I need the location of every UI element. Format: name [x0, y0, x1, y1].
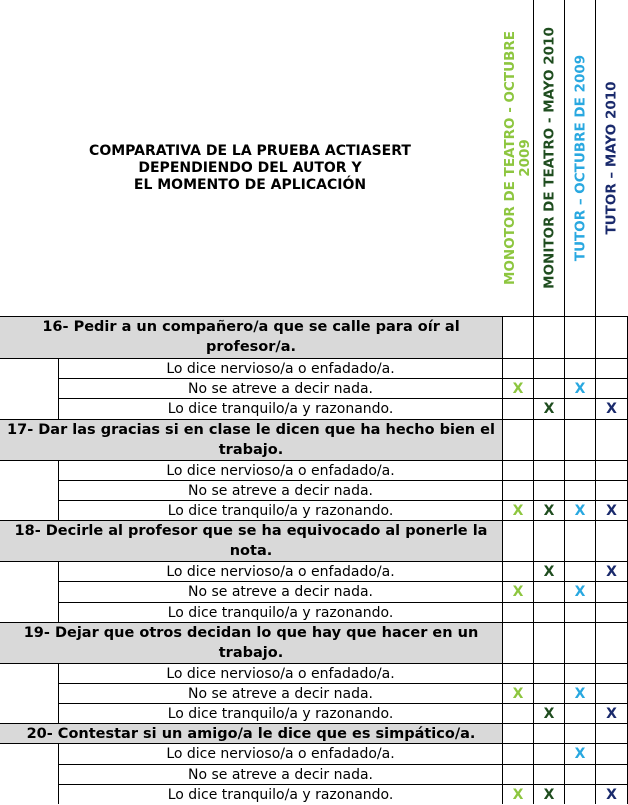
answer-option-text: No se atreve a decir nada.: [58, 378, 502, 398]
empty-mark-cell: [533, 602, 564, 622]
question-header-cell: [595, 520, 627, 561]
empty-mark-cell: [595, 378, 627, 398]
mark-x: X: [595, 784, 627, 804]
empty-mark-cell: [564, 460, 595, 480]
column-header-label: TUTOR – OCTUBRE DE 2009: [572, 54, 588, 262]
empty-mark-cell: [564, 398, 595, 418]
empty-mark-cell: [502, 460, 533, 480]
question-text: [0, 622, 502, 663]
answer-row: [0, 500, 628, 520]
question-header-cell: [595, 723, 627, 743]
empty-mark-cell: [502, 703, 533, 723]
mark-x: X: [533, 561, 564, 581]
answer-row-spacer: [0, 398, 58, 418]
answer-row-spacer: [0, 784, 58, 804]
question-header-cell: [595, 622, 627, 663]
answer-row-spacer: [0, 581, 58, 601]
answer-option-text: Lo dice nervioso/a o enfadado/a.: [58, 460, 502, 480]
question-row: [0, 622, 628, 663]
answer-row-spacer: [0, 500, 58, 520]
empty-mark-cell: [595, 663, 627, 683]
question-header-cell: [533, 419, 564, 460]
mark-x: X: [595, 561, 627, 581]
mark-x: X: [502, 581, 533, 601]
question-header-cell: [564, 723, 595, 743]
empty-mark-cell: [564, 703, 595, 723]
answer-option-text: Lo dice nervioso/a o enfadado/a.: [58, 358, 502, 378]
empty-mark-cell: [502, 663, 533, 683]
mark-x: X: [533, 398, 564, 418]
document-title: [40, 143, 460, 194]
empty-mark-cell: [533, 743, 564, 763]
empty-mark-cell: [502, 764, 533, 784]
empty-mark-cell: [502, 743, 533, 763]
answer-row: [0, 480, 628, 500]
question-text: [0, 723, 502, 743]
answer-option-text: Lo dice tranquilo/a y razonando.: [58, 602, 502, 622]
question-header-cell: [502, 316, 533, 358]
empty-mark-cell: [502, 358, 533, 378]
question-header-cell: [533, 723, 564, 743]
column-header-label: MONOTOR DE TEATRO - OCTUBRE: [501, 31, 518, 285]
empty-mark-cell: [564, 561, 595, 581]
empty-mark-cell: [595, 460, 627, 480]
mark-x: X: [595, 703, 627, 723]
empty-mark-cell: [502, 602, 533, 622]
answer-row: [0, 663, 628, 683]
question-header-cell: [564, 316, 595, 358]
mark-x: X: [564, 743, 595, 763]
mark-x: X: [564, 581, 595, 601]
answer-row-spacer: [0, 460, 58, 480]
answer-option-text: Lo dice tranquilo/a y razonando.: [58, 500, 502, 520]
empty-mark-cell: [502, 398, 533, 418]
mark-x: X: [564, 500, 595, 520]
title-line-1: COMPARATIVA DE LA PRUEBA ACTIASERT: [89, 143, 411, 159]
mark-x: X: [502, 500, 533, 520]
empty-mark-cell: [502, 480, 533, 500]
answer-row: [0, 764, 628, 784]
empty-mark-cell: [564, 764, 595, 784]
answer-row: [0, 743, 628, 763]
column-header-tutor-oct-2009: [564, 0, 596, 316]
answer-row-spacer: [0, 378, 58, 398]
question-header-cell: [564, 622, 595, 663]
mark-x: X: [564, 378, 595, 398]
column-header-monitor-may-2010: [533, 0, 565, 316]
question-text-line-2: trabajo.: [218, 441, 284, 458]
question-text-line-1: 16- Pedir a un compañero/a que se calle para oír al: [42, 319, 460, 335]
answer-option-text: Lo dice tranquilo/a y razonando.: [58, 398, 502, 418]
question-text-line-1: 17- Dar las gracias si en clase le dicen que ha hecho bien el: [7, 421, 495, 438]
answer-option-text: Lo dice nervioso/a o enfadado/a.: [58, 561, 502, 581]
answer-row: [0, 460, 628, 480]
empty-mark-cell: [595, 764, 627, 784]
empty-mark-cell: [502, 561, 533, 581]
empty-mark-cell: [533, 460, 564, 480]
column-header-label: TUTOR – MAYO 2010: [603, 81, 620, 235]
empty-mark-cell: [533, 683, 564, 703]
empty-mark-cell: [533, 764, 564, 784]
question-header-cell: [595, 419, 627, 460]
empty-mark-cell: [564, 358, 595, 378]
answer-row: [0, 703, 628, 723]
empty-mark-cell: [564, 663, 595, 683]
title-line-3: EL MOMENTO DE APLICACIÓN: [133, 177, 367, 193]
question-row: [0, 520, 628, 561]
answer-row-spacer: [0, 561, 58, 581]
answer-row: [0, 561, 628, 581]
answer-option-text: Lo dice nervioso/a o enfadado/a.: [58, 743, 502, 763]
empty-mark-cell: [595, 743, 627, 763]
empty-mark-cell: [533, 358, 564, 378]
question-header-cell: [533, 622, 564, 663]
column-header-label: MONITOR DE TEATRO - MAYO 2010: [541, 27, 557, 289]
answer-option-text: No se atreve a decir nada.: [58, 480, 502, 500]
empty-mark-cell: [564, 480, 595, 500]
question-text-line-2: nota.: [229, 543, 273, 560]
answer-row-spacer: [0, 663, 58, 683]
answer-row-spacer: [0, 358, 58, 378]
answer-row: [0, 683, 628, 703]
question-header-cell: [502, 622, 533, 663]
answer-row: [0, 358, 628, 378]
title-line-2: DEPENDIENDO DEL AUTOR Y: [138, 160, 362, 176]
question-text: [0, 419, 502, 460]
answer-row-spacer: [0, 703, 58, 723]
mark-x: X: [533, 784, 564, 804]
column-header-tutor-may-2010: [595, 0, 628, 316]
question-text-line-2: trabajo.: [218, 644, 284, 661]
question-header-cell: [533, 316, 564, 358]
question-text-line-1: 18- Decirle al profesor que se ha equivocado al ponerle la: [14, 523, 488, 540]
question-header-cell: [564, 419, 595, 460]
mark-x: X: [502, 683, 533, 703]
mark-x: X: [502, 378, 533, 398]
empty-mark-cell: [595, 358, 627, 378]
answer-row: [0, 581, 628, 601]
answer-option-text: Lo dice tranquilo/a y razonando.: [58, 784, 502, 804]
answer-row-spacer: [0, 602, 58, 622]
mark-x: X: [564, 683, 595, 703]
question-header-cell: [502, 419, 533, 460]
column-header-monitor-oct-2009: [502, 0, 533, 316]
answer-row-spacer: [0, 764, 58, 784]
mark-x: X: [595, 398, 627, 418]
question-row: [0, 316, 628, 358]
empty-mark-cell: [595, 683, 627, 703]
answer-row-spacer: [0, 683, 58, 703]
empty-mark-cell: [564, 784, 595, 804]
question-text-line-2: profesor/a.: [206, 339, 296, 355]
answer-option-text: Lo dice nervioso/a o enfadado/a.: [58, 663, 502, 683]
answer-option-text: Lo dice tranquilo/a y razonando.: [58, 703, 502, 723]
question-header-cell: [533, 520, 564, 561]
question-text: [0, 316, 502, 358]
answer-row-spacer: [0, 743, 58, 763]
mark-x: X: [533, 703, 564, 723]
answer-option-text: No se atreve a decir nada.: [58, 764, 502, 784]
question-text: [0, 520, 502, 561]
empty-mark-cell: [533, 581, 564, 601]
answer-row: [0, 602, 628, 622]
answer-row: [0, 378, 628, 398]
empty-mark-cell: [595, 581, 627, 601]
question-text-line-1: 20- Contestar si un amigo/a le dice que es simpático/a.: [26, 726, 476, 743]
mark-x: X: [595, 500, 627, 520]
question-header-cell: [595, 316, 627, 358]
question-header-cell: [502, 520, 533, 561]
mark-x: X: [533, 500, 564, 520]
answer-row-spacer: [0, 480, 58, 500]
empty-mark-cell: [533, 663, 564, 683]
empty-mark-cell: [595, 480, 627, 500]
empty-mark-cell: [533, 378, 564, 398]
answer-option-text: No se atreve a decir nada.: [58, 581, 502, 601]
question-header-cell: [502, 723, 533, 743]
empty-mark-cell: [564, 602, 595, 622]
answer-row: [0, 398, 628, 418]
question-row: [0, 419, 628, 460]
mark-x: X: [502, 784, 533, 804]
column-header-label-year: 2009: [516, 139, 533, 177]
answer-option-text: No se atreve a decir nada.: [58, 683, 502, 703]
empty-mark-cell: [595, 602, 627, 622]
question-text-line-1: 19- Dejar que otros decidan lo que hay que hacer en un: [23, 624, 479, 641]
answer-row: [0, 784, 628, 804]
question-row: [0, 723, 628, 743]
question-header-cell: [564, 520, 595, 561]
empty-mark-cell: [533, 480, 564, 500]
